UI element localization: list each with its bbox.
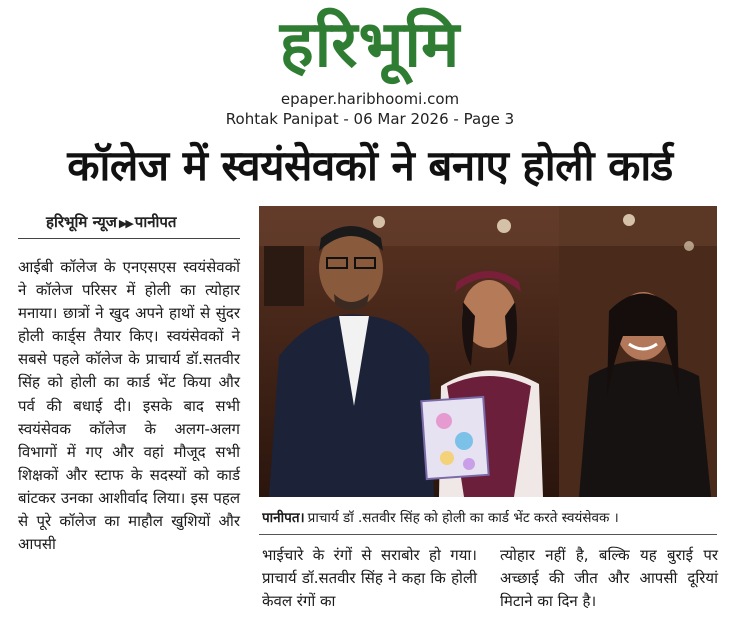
byline-divider	[18, 238, 240, 239]
epaper-url[interactable]: epaper.haribhoomi.com	[280, 90, 460, 108]
newspaper-logo: हरिभूमि	[279, 8, 461, 82]
caption-divider	[259, 534, 717, 535]
photo-illustration	[259, 206, 717, 497]
article-body-right: त्योहार नहीं है, बल्कि यह बुराई पर अच्छाई की जीत और आपसी दूरियां मिटाने का दिन है।	[500, 546, 718, 611]
edition-info: Rohtak Panipat - 06 Mar 2026 - Page 3	[225, 110, 515, 128]
caption-text: प्राचार्य डॉ .सतवीर सिंह को होली का कार्ड भेंट करते स्वयंसेवक ।	[307, 510, 619, 526]
byline-source: हरिभूमि न्यूज	[46, 213, 117, 231]
article-body-left: आईबी कॉलेज के एनएसएस स्वयंसेवकों ने कॉलेज परिसर में होली का त्योहार मनाया। छात्रों ने खुद अपने हाथों से सुंदर होली कार्ड्स तैयार किए। स्वयंसेवकों ने सबसे पहले कॉलेज के प्राचार्य डॉ.सतवीर सिंह को होली का कार्ड भेंट किया और पर्व की बधाई दी। इसके बाद सभी स्वयंसेवक कॉलेज के अलग-अलग विभागों में गए और वहां मौजूद सभी शिक्षकों और स्टाफ के सदस्यों को कार्ड बांटकर उनका आशीर्वाद लिया। इस पहल से पूरे कॉलेज का माहौल खुशियों और आपसी	[18, 258, 240, 554]
caption-place: पानीपत।	[262, 510, 305, 526]
photo-caption	[262, 508, 717, 528]
byline-arrows-icon: ▶▶	[118, 217, 132, 230]
news-photo	[259, 206, 717, 497]
byline-place: पानीपत	[134, 213, 177, 231]
article-body-middle: भाईचारे के रंगों से सराबोर हो गया। प्राचार्य डॉ.सतवीर सिंह ने कहा कि होली केवल रंगों का	[262, 546, 477, 611]
masthead	[0, 2, 740, 88]
byline	[46, 212, 236, 234]
article-headline: कॉलेज में स्वयंसेवकों ने बनाए होली कार्ड	[67, 141, 673, 190]
